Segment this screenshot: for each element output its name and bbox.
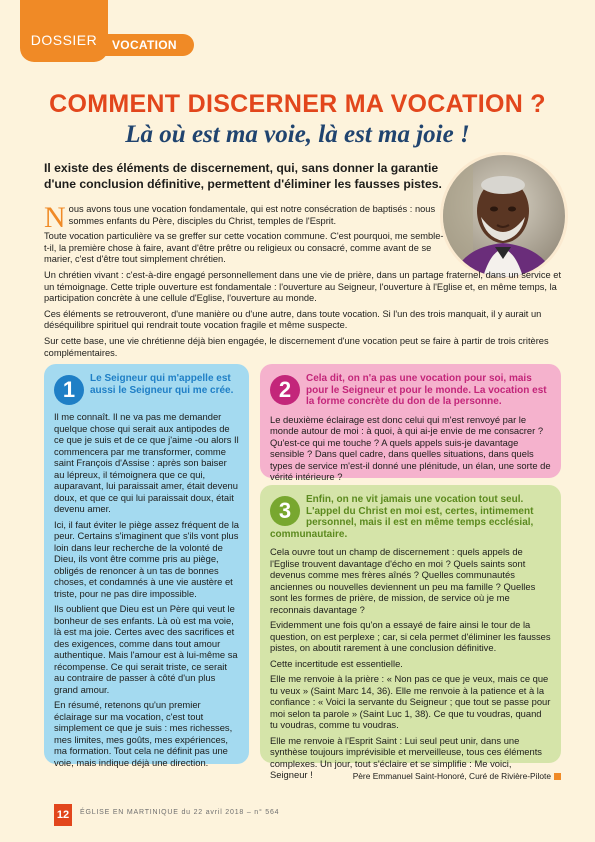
body-paragraph: Sur cette base, une vie chrétienne déjà bien engagée, le discernement d'une vocation peut se faire à partir de trois critères complémentaires. [44,335,549,358]
criterion-header [54,373,239,405]
criterion-paragraph: Le deuxième éclairage est donc celui qui m'est renvoyé par le monde autour de moi : à quoi, à qui ai-je envie de me consacrer ? Qu'est-ce qui me touche ? A quels appels suis-je davantage sensible ? Dans quel cadre, dans quelles situations, dans quels types de service m'est-il donné une plénitude, un élan, une sorte de vérité intérieure ? [270,413,551,482]
article-subtitle: Là où est ma voie, là est ma joie ! [125,121,470,148]
page-footer [0,804,595,826]
page-number: 12 [54,804,72,826]
criterion-header [270,373,551,408]
body-paragraph: Un chrétien vivant : c'est-à-dire engagé personnellement dans une vie de prière, dans un partage fraternel, dans un service et un témoignage. Cette triple ouverture est fondamentale : l'ouverture au Seigneur, l'ouverture à l'Eglise et, en même temps, la participation concrète à une cellule d'Eglise, l'ouverture au monde. [44,269,562,304]
criterion-paragraph: Il me connaît. Il ne va pas me demander quelque chose qui serait aux antipodes de ce que je suis et de ce que j'aime -ou alors Il commencera par me transformer, comme saint François d'Assise : après son baiser au lépreux, il témoignera que ce qui, auparavant, lui paraissait amer, était devenu doux, et que ce qui lui paraissait doux, était devenu amer. [54,411,239,514]
criterion-paragraph: En résumé, retenons qu'un premier éclairage sur ma vocation, c'est tout simplement ce que je suis : mes richesses, mes limites, mes goûts, mes expériences, ma formation. Tout cela ne définit pas une voie, mais indique déjà une direction. [54,699,233,768]
criterion-paragraph: Cette incertitude est essentielle. [270,657,403,669]
signature-text: Père Emmanuel Saint-Honoré, Curé de Rivière-Pilote [352,771,551,781]
section-tab-label: DOSSIER [30,32,98,48]
section-tab [20,0,108,62]
criterion-paragraph: Ils oublient que Dieu est un Père qui veut le bonheur de ses enfants. Là où est ma voie, là est ma joie. Certes avec des sacrifices et des exigences, comme dans tout amour authentique. Mais l'amour est à lui-même sa récompense. Ce qui serait triste, ce serait au contraire de passer à côté d'un plus grand amour. [54,603,238,695]
criterion-paragraph: Cela ouvre tout un champ de discernement : quels appels de l'Eglise trouvent davantage d'écho en moi ? Quels saints sont devenus comme mes frères aînés ? Quelles communautés anciennes ou nouvelles deviennent un peu ma famille ? Quelles sont les formes de prière, de mission, de service où je me reconnais davantage ? [270,546,536,615]
author-signature [260,771,561,781]
criterion-number: 2 [270,375,300,405]
criterion-number: 1 [54,375,84,405]
article-title: COMMENT DISCERNER MA VOCATION ? [49,90,546,118]
page-header [0,0,595,62]
paragraph-text: ous avons tous une vocation fondamentale, qui est notre consécration de baptisés : nous sommes enfants du Père, disciples du Christ, temples de l'Esprit. [68,204,436,226]
criterion-number: 3 [270,496,300,526]
body-paragraph: Ces éléments se retrouveront, d'une manière ou d'une autre, dans toute vocation. Si l'un des trois manquait, il y aurait un déséquilibre spirituel qui rendrait toute vocation fragile et même suspecte. [44,308,542,331]
criterion-box-2 [260,364,561,482]
criterion-heading: Cela dit, on n'a pas une vocation pour soi, mais pour le Seigneur et pour le monde. La vocation est la forme concrète du don de la personne. [306,373,547,407]
article-intro: Il existe des éléments de discernement, qui, sans donner la garantie d'une conclusion définitive, permettent d'éliminer les fausses pistes. [44,161,442,191]
body-paragraph: Toute vocation particulière va se greffer sur cette vocation commune. C'est pourquoi, me semble-t-il, la première chose à faire, avant d'être prêtre ou religieux ou consacré, comme avant de se marier, c'est d'être tout simplement chrétien. [44,231,444,265]
criterion-box-1 [44,364,249,768]
end-square-icon [554,773,561,780]
criterion-paragraph: Elle me renvoie à la prière : « Non pas ce que je veux, mais ce que tu veux » (Saint Marc 14, 36). Elle me renvoie à la patience et à la confiance : « Voici la servante du Seigneur ; que tout se passe pour moi selon ta parole » (Saint Luc 1, 38). Ce que tu voudras, quand tu voudras, comme tu voudras. [270,673,551,730]
body-paragraph [44,201,444,234]
criterion-paragraph: Ici, il faut éviter le piège assez fréquent de la peur. Certains s'imaginent que s'ils vont plus loin dans leur recherche de la volonté de Dieu, ils vont être comme pris au piège, obligés de renoncer à un tas de bonnes choses, et condamnés à une vie austère et triste, pour ne pas dire impossible. [54,518,240,599]
criterion-heading: Enfin, on ne vit jamais une vocation tout seul. L'appel du Christ en moi est, certes, intimement personnel, mais il est en même temps ecclésial, communautaire. [270,494,534,540]
criterion-header [270,494,551,540]
criterion-paragraph: Evidemment une fois qu'on a essayé de faire ainsi le tour de la question, on est perplexe ; car, si cela permet d'éliminer les fausses pistes, on aboutit rarement à une conclusion définitive. [270,619,551,653]
publication-info: ÉGLISE EN MARTINIQUE du 22 avril 2018 – n° 564 [80,809,280,816]
drop-cap: N [44,201,66,234]
article-body [44,201,562,363]
category-bar [98,34,194,56]
category-label: VOCATION [112,38,177,52]
criterion-paragraph: Elle me renvoie à l'Esprit Saint : Lui seul peut unir, dans une synthèse toujours imprévisible et merveilleuse, tous ces éléments complexes. Un jour, tout s'éclaire et se simplifie : Me voici, Seigneur ! [270,734,542,780]
criterion-heading: Le Seigneur qui m'appelle est aussi le Seigneur qui me crée. [90,373,234,396]
